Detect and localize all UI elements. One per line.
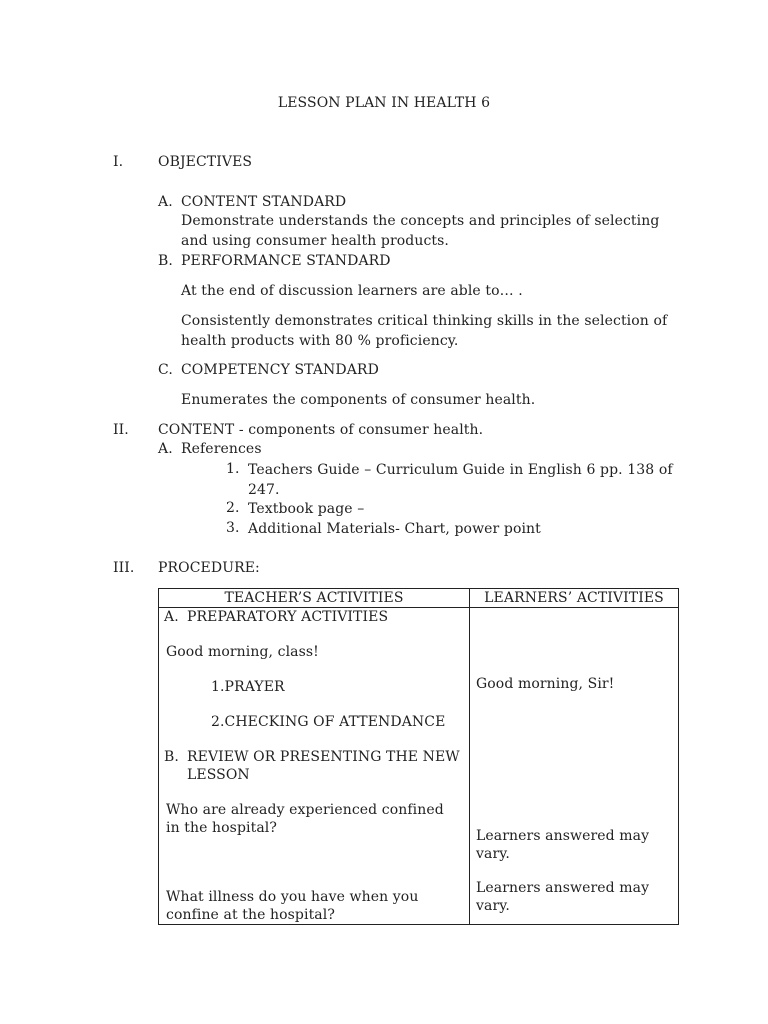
review-label: REVIEW OR PRESENTING THE NEW LESSON: [187, 749, 460, 783]
reference-item: [226, 519, 686, 539]
procedure-table: [158, 588, 679, 925]
attendance-item: 2.CHECKING OF ATTENDANCE: [211, 714, 446, 730]
table-header-row: [159, 589, 679, 608]
objectives-heading: OBJECTIVES: [158, 154, 253, 170]
performance-standard-label: PERFORMANCE STANDARD: [181, 253, 391, 269]
review-letter: B.: [164, 749, 179, 765]
learner-answer-2: Learners answered may vary.: [476, 880, 650, 914]
content-standard-label: CONTENT STANDARD: [181, 194, 347, 210]
teacher-activities-header: TEACHER’S ACTIVITIES: [159, 589, 470, 608]
competency-standard-heading: [158, 361, 678, 380]
prayer-item: 1.PRAYER: [211, 679, 285, 695]
objectives-number: I.: [113, 154, 124, 170]
reference-text: Additional Materials- Chart, power point: [248, 521, 541, 537]
reference-text: Textbook page –: [248, 501, 365, 517]
content-standard-heading: [158, 193, 678, 212]
teacher-greeting: Good morning, class!: [166, 644, 319, 660]
performance-standard-letter: B.: [158, 253, 173, 269]
preparatory-label: PREPARATORY ACTIVITIES: [187, 609, 389, 625]
performance-standard-text: Consistently demonstrates critical thinking skills in the selection of health products with 80 % proficiency.: [181, 313, 668, 349]
references-label: References: [181, 441, 262, 457]
learners-activities-cell: [470, 608, 679, 925]
references-letter: A.: [158, 441, 173, 457]
learner-greeting-reply: Good morning, Sir!: [476, 676, 615, 692]
performance-standard-heading: [158, 252, 678, 271]
preparatory-letter: A.: [164, 609, 179, 625]
table-row: [159, 608, 679, 925]
competency-standard-letter: C.: [158, 362, 173, 378]
performance-standard-intro: At the end of discussion learners are able to… .: [181, 283, 523, 299]
content-standard-text: Demonstrate understands the concepts and principles of selecting and using consumer health products.: [181, 213, 660, 249]
teacher-activities-cell: [159, 608, 470, 925]
page-title: LESSON PLAN IN HEALTH 6: [277, 95, 491, 111]
reference-item: [226, 460, 686, 500]
reference-text: Teachers Guide – Curriculum Guide in English 6 pp. 138 of 247.: [248, 462, 673, 498]
reference-number: 2.: [226, 500, 240, 516]
teacher-question-1: Who are already experienced confined in the hospital?: [166, 802, 444, 836]
procedure-number: III.: [113, 560, 135, 576]
content-heading: CONTENT - components of consumer health.: [158, 422, 484, 438]
reference-item: [226, 499, 686, 519]
teacher-question-2: What illness do you have when you confine at the hospital?: [166, 889, 419, 923]
reference-number: 1.: [226, 461, 240, 477]
content-standard-letter: A.: [158, 194, 173, 210]
learner-answer-1: Learners answered may vary.: [476, 828, 650, 862]
references-heading: [158, 440, 678, 459]
learners-activities-header: LEARNERS’ ACTIVITIES: [470, 589, 679, 608]
competency-standard-text: Enumerates the components of consumer health.: [181, 392, 536, 408]
content-number: II.: [113, 422, 129, 438]
reference-number: 3.: [226, 520, 240, 536]
competency-standard-label: COMPETENCY STANDARD: [181, 362, 379, 378]
procedure-heading: PROCEDURE:: [158, 560, 260, 576]
